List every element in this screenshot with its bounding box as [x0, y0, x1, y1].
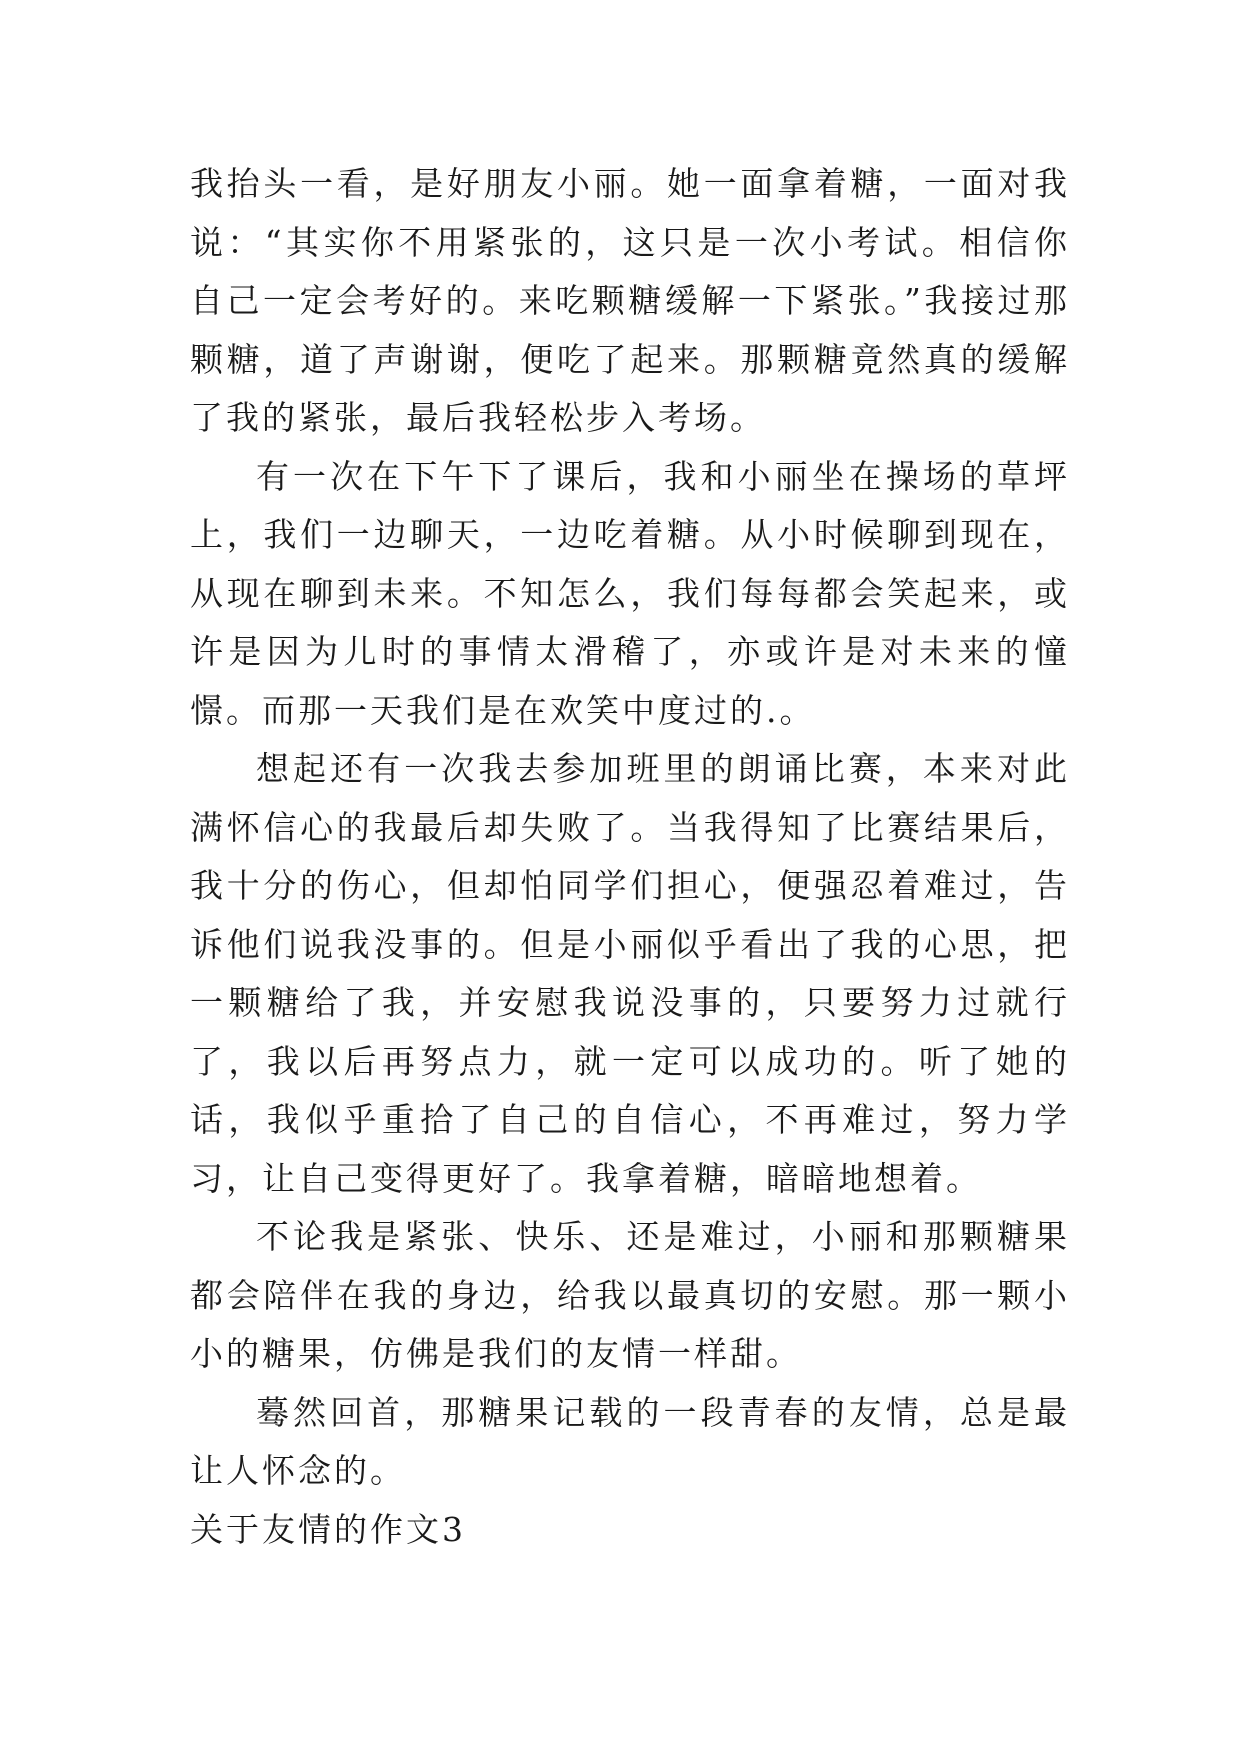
paragraph-5: 蓦然回首，那糖果记载的一段青春的友情，总是最让人怀念的。: [190, 1392, 1070, 1490]
document-body: [190, 155, 1070, 1559]
paragraph-3: 想起还有一次我去参加班里的朗诵比赛，本来对此满怀信心的我最后却失败了。当我得知了比赛结果后，我十分的伤心，但却怕同学们担心，便强忍着难过，告诉他们说我没事的。但是小丽似乎看出了我的心思，把一颗糖给了我，并安慰我说没事的，只要努力过就行了，我以后再努点力，就一定可以成功的。听了她的话，我似乎重拾了自己的自信心，不再难过，努力学习，让自己变得更好了。我拿着糖，暗暗地想着。: [190, 749, 1070, 1198]
paragraph-4: 不论我是紧张、快乐、还是难过，小丽和那颗糖果都会陪伴在我的身边，给我以最真切的安慰。那一颗小小的糖果，仿佛是我们的友情一样甜。: [190, 1217, 1070, 1373]
paragraph-1: 我抬头一看，是好朋友小丽。她一面拿着糖，一面对我说：“其实你不用紧张的，这只是一次小考试。相信你自己一定会考好的。来吃颗糖缓解一下紧张。”我接过那颗糖，道了声谢谢，便吃了起来。那颗糖竟然真的缓解了我的紧张，最后我轻松步入考场。: [190, 164, 1070, 437]
section-heading: 关于友情的作文3: [190, 1509, 466, 1549]
paragraph-2: 有一次在下午下了课后，我和小丽坐在操场的草坪上，我们一边聊天，一边吃着糖。从小时候聊到现在，从现在聊到未来。不知怎么，我们每每都会笑起来，或许是因为儿时的事情太滑稽了，亦或许是对未来的憧憬。而那一天我们是在欢笑中度过的.。: [190, 456, 1070, 730]
